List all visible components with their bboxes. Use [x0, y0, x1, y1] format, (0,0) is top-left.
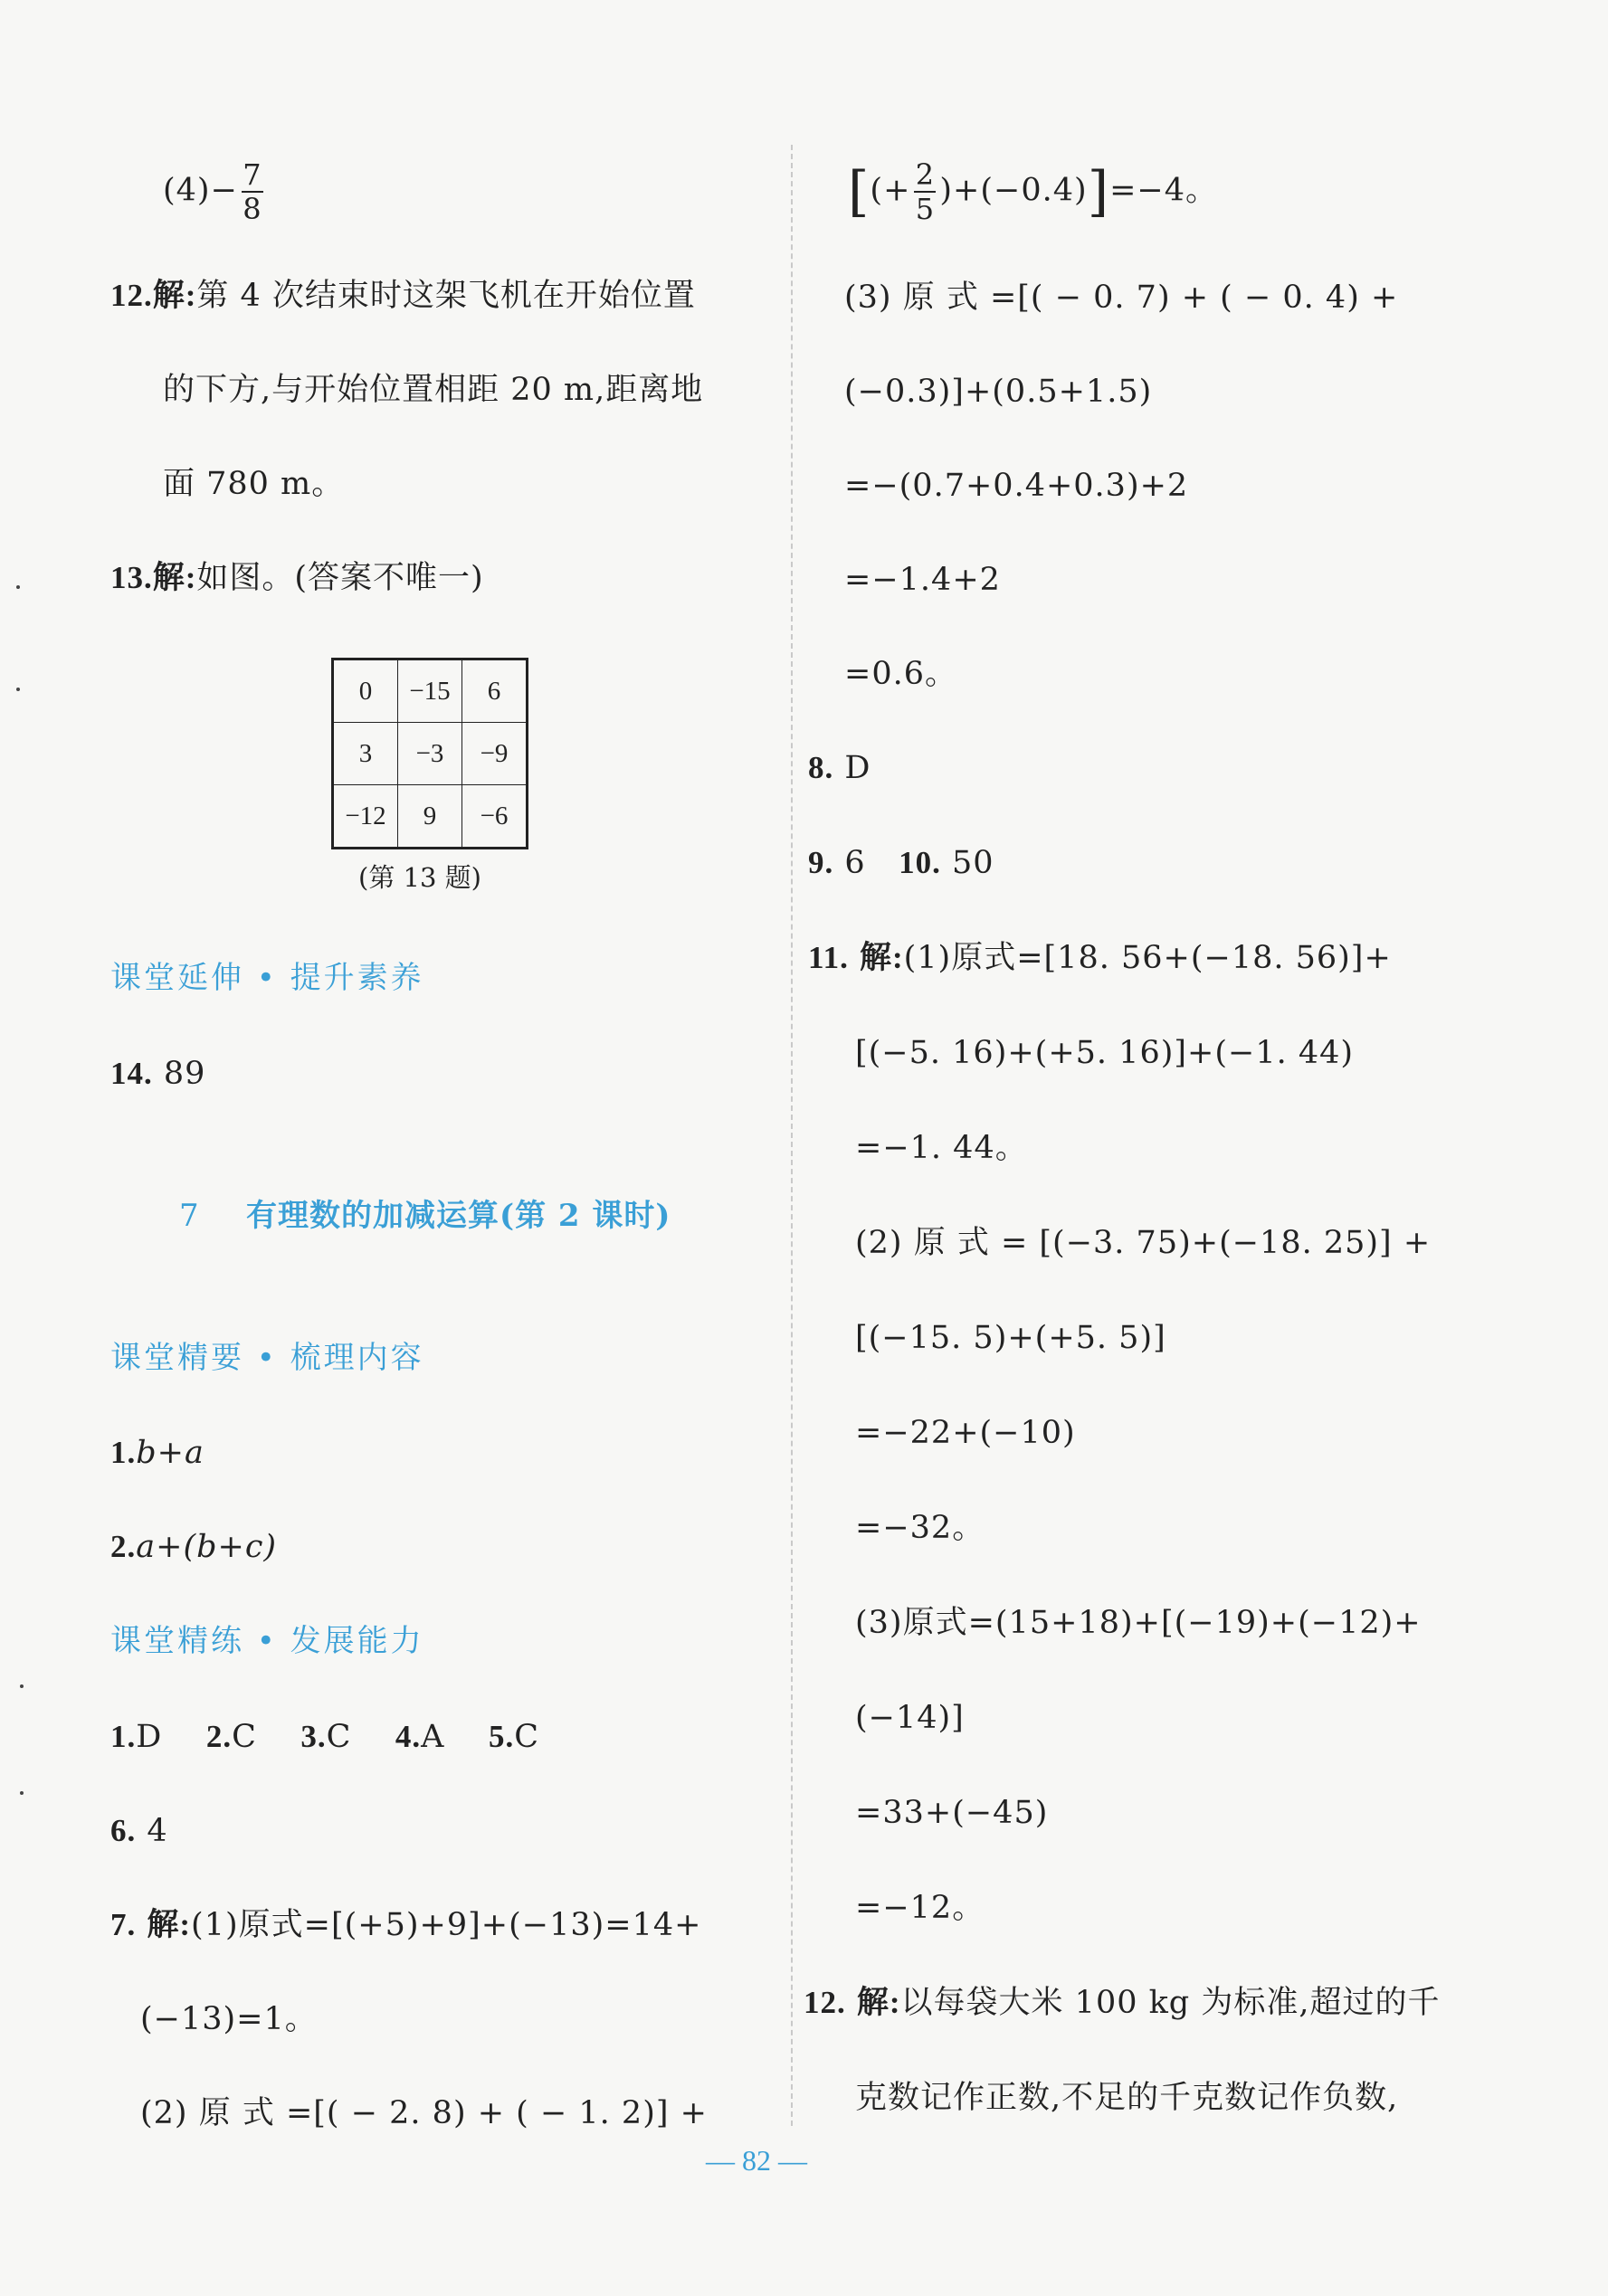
question-number: 6.: [110, 1813, 137, 1848]
q9-q10-line: [808, 841, 994, 885]
mc-item: [206, 1719, 257, 1755]
answer-text: 第 4 次结束时这架飞机在开始位置: [196, 278, 696, 314]
grid-cell: 3: [333, 723, 398, 785]
q7-line-2: (−13)=1。: [140, 2001, 318, 2037]
fraction-denominator: 8: [243, 192, 262, 226]
grid-row: [333, 659, 528, 723]
question-number: 9.: [808, 845, 834, 880]
answer-text: a+(b+c): [136, 1529, 278, 1565]
right-line-6: =0.6。: [844, 656, 957, 692]
q7-line-1: [110, 1903, 701, 1947]
q11-line-1: [808, 936, 1392, 980]
answer-text: 89: [163, 1056, 206, 1092]
fraction-numerator: 7: [243, 157, 262, 192]
mc-item: [489, 1719, 539, 1755]
question-number: 5.: [488, 1719, 515, 1754]
lesson-title: 有理数的加减运算(第 2 课时): [246, 1198, 671, 1234]
magic-square-grid: [331, 658, 528, 849]
answer-text: 如图。(答案不唯一): [196, 560, 484, 596]
q12-line-3: 面 780 m。: [163, 466, 345, 502]
question-number: 1.: [110, 1435, 137, 1470]
question-number: 8.: [808, 750, 834, 785]
right-line-2: (3) 原 式 =[( − 0. 7) + ( − 0. 4) +: [844, 280, 1399, 316]
page-number: — 82 —: [706, 2144, 807, 2177]
answer-text: (1)原式=[18. 56+(−18. 56)]+: [903, 940, 1392, 976]
q11-line-8: (3)原式=(15+18)+[(−19)+(−12)+: [855, 1605, 1422, 1641]
right-line-4: =−(0.7+0.4+0.3)+2: [844, 468, 1189, 504]
q14-line: [110, 1052, 205, 1096]
answer-lead: 解:: [147, 1907, 192, 1942]
q12r-line-2: 克数记作正数,不足的千克数记作负数,: [855, 2080, 1399, 2116]
answer-4-fraction: [163, 158, 267, 225]
q11-line-5: [(−15. 5)+(+5. 5)]: [855, 1320, 1166, 1356]
section-heading-extension: 课堂延伸 • 提升素养: [110, 960, 424, 996]
answer-text: 6: [844, 845, 866, 881]
right-line-1: [(+ $\frac{2}{5}$ )+(−0.4)]=−4。: [848, 157, 1219, 226]
a6-line: [110, 1809, 168, 1853]
answer-text: 50: [951, 845, 994, 881]
column-divider: [791, 145, 793, 2126]
question-number: 12.: [110, 278, 153, 313]
answer-lead: 解:: [152, 560, 197, 595]
grid-cell: 9: [398, 785, 462, 849]
a1-line: [110, 1431, 205, 1475]
question-number: 3.: [300, 1719, 327, 1754]
answer-text: 4: [147, 1813, 168, 1849]
q11-line-2: [(−5. 16)+(+5. 16)]+(−1. 44): [855, 1035, 1355, 1071]
q8-line: [808, 746, 871, 790]
grid-row: [333, 785, 528, 849]
q12r-line-1: [804, 1981, 1440, 2025]
question-number: 2.: [110, 1529, 137, 1564]
grid-cell: −12: [333, 785, 398, 849]
expr-part: (+: [870, 172, 911, 209]
q13-line: [110, 556, 484, 600]
answer-text: C: [326, 1719, 352, 1755]
expr-part: )+(−0.4): [939, 172, 1088, 209]
q11-line-4: (2) 原 式 = [(−3. 75)+(−18. 25)] +: [855, 1225, 1432, 1261]
grid-caption: (第 13 题): [358, 862, 481, 893]
answer-lead: 解:: [859, 940, 904, 975]
q11-line-7: =−32。: [855, 1510, 985, 1546]
question-number: 14.: [110, 1056, 153, 1091]
grid-cell: 6: [462, 659, 528, 723]
q11-line-6: =−22+(−10): [855, 1415, 1076, 1451]
grid-row: [333, 723, 528, 785]
section-heading-practice: 课堂精练 • 发展能力: [110, 1623, 424, 1659]
grid-cell: −15: [398, 659, 462, 723]
question-number: 10.: [899, 845, 941, 880]
margin-dot: [20, 1684, 24, 1688]
question-number: 7.: [110, 1907, 137, 1942]
answer-text: D: [136, 1719, 163, 1755]
section-heading-essentials: 课堂精要 • 梳理内容: [110, 1340, 424, 1376]
margin-dot: [20, 1791, 24, 1795]
lesson-heading: [179, 1194, 671, 1238]
fraction-denominator: 5: [915, 192, 936, 226]
answer-lead: 解:: [856, 1985, 901, 2020]
q7-line-3: (2) 原 式 =[( − 2. 8) + ( − 1. 2)] +: [140, 2095, 708, 2131]
answer-text: D: [844, 750, 871, 786]
margin-dot: [16, 585, 20, 589]
fraction-prefix: (4)−: [163, 172, 238, 209]
fraction-numerator: 2: [915, 157, 936, 192]
answer-text: C: [232, 1719, 257, 1755]
question-number: 2.: [205, 1719, 233, 1754]
q11-line-10: =33+(−45): [855, 1795, 1049, 1831]
lesson-number: 7: [179, 1198, 200, 1234]
answer-text: b+a: [136, 1435, 205, 1471]
answer-text: 以每袋大米 100 kg 为标准,超过的千: [900, 1985, 1441, 2021]
q12-line-2: 的下方,与开始位置相距 20 m,距离地: [163, 372, 704, 408]
grid-cell: −6: [462, 785, 528, 849]
fraction: [914, 158, 936, 225]
answer-text: (1)原式=[(+5)+9]+(−13)=14+: [191, 1907, 702, 1943]
grid-cell: −3: [398, 723, 462, 785]
grid-cell: −9: [462, 723, 528, 785]
right-line-3: (−0.3)]+(0.5+1.5): [844, 374, 1153, 410]
q12-line-1: [110, 274, 696, 318]
a2-line: [110, 1525, 277, 1569]
mc-item: [110, 1719, 162, 1755]
answer-lead: 解:: [152, 278, 197, 313]
q11-line-9: (−14)]: [855, 1700, 965, 1736]
question-number: 13.: [110, 560, 153, 595]
question-number: 4.: [395, 1719, 422, 1754]
fraction: [242, 158, 263, 225]
right-line-5: =−1.4+2: [844, 562, 1001, 598]
margin-dot: [16, 688, 20, 691]
grid-cell: 0: [333, 659, 398, 723]
mc-item: [395, 1719, 445, 1755]
question-number: 12.: [804, 1985, 846, 2020]
answer-text: C: [514, 1719, 539, 1755]
q11-line-3: =−1. 44。: [855, 1130, 1028, 1166]
question-number: 1.: [110, 1719, 137, 1754]
expr-part: =−4。: [1109, 172, 1219, 209]
question-number: 11.: [808, 940, 849, 975]
mc-item: [300, 1719, 351, 1755]
multiple-choice-answers: [110, 1715, 539, 1759]
q11-line-11: =−12。: [855, 1890, 985, 1926]
answer-text: A: [421, 1719, 445, 1755]
